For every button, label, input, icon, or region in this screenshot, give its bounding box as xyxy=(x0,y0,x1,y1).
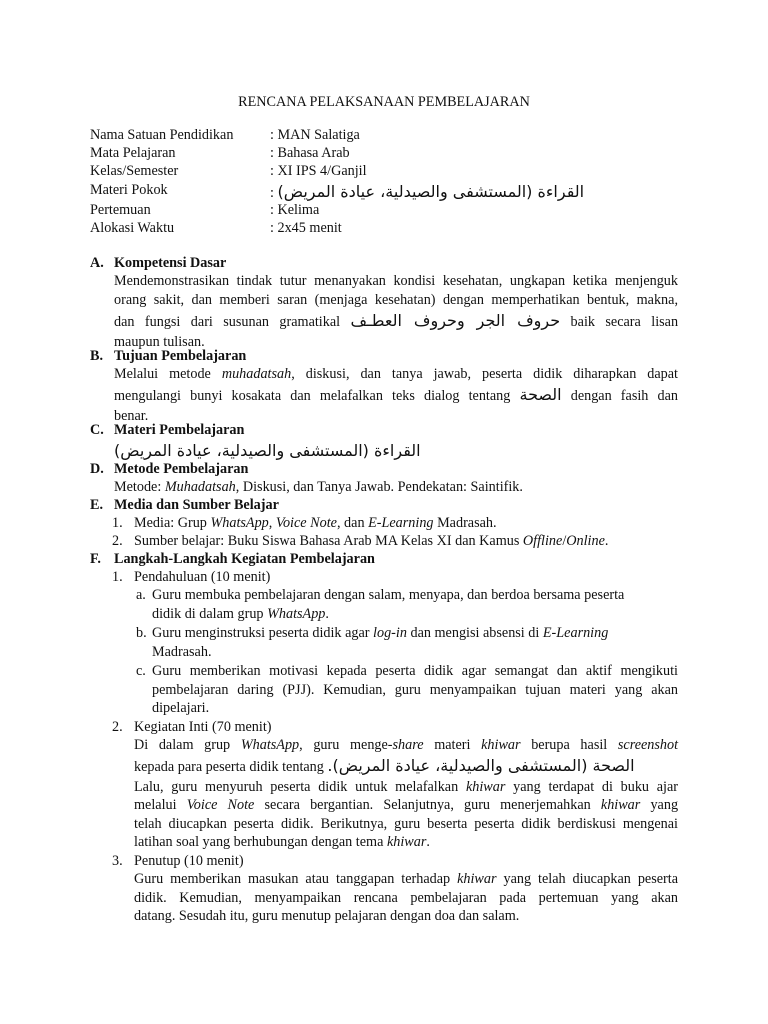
section-body xyxy=(90,272,678,352)
text-line: didik. Kemudian, menyampaikan rencana pembelajaran pada pertemuan yang akan xyxy=(134,889,678,906)
sub-list-letter: b. xyxy=(136,625,147,641)
identity-value: : XI IPS 4/Ganjil xyxy=(270,163,367,179)
text-segment: Metode: xyxy=(114,479,162,495)
arabic-text: الصحة xyxy=(519,385,562,404)
section-heading xyxy=(90,550,678,568)
identity-label: Mata Pelajaran xyxy=(90,145,176,161)
text-line xyxy=(134,755,678,778)
sub-list-letter: a. xyxy=(136,587,146,603)
italic-term: khiwar xyxy=(481,737,521,754)
section-heading xyxy=(90,421,678,439)
text-line: Mendemonstrasikan tindak tutur menanyakan kondisi kesehatan, ungkapan ketika menjenguk xyxy=(114,273,678,289)
text-segment: materi xyxy=(434,737,471,754)
sub-list-item xyxy=(90,662,678,718)
text-segment: . xyxy=(426,834,430,851)
arabic-text: حروف الجر وحروف العطـف xyxy=(350,311,561,330)
identity-label: Nama Satuan Pendidikan xyxy=(90,127,234,143)
list-title: Penutup (10 menit) xyxy=(134,853,244,870)
section-materi-pembelajaran xyxy=(90,421,678,463)
italic-term: WhatsApp xyxy=(240,737,300,754)
list-item xyxy=(90,532,678,550)
section-title: Metode Pembelajaran xyxy=(114,461,249,477)
text-segment: baik secara lisan xyxy=(570,314,679,330)
section-heading xyxy=(90,347,678,365)
text-segment: , xyxy=(268,515,273,531)
section-heading xyxy=(90,254,678,272)
text-segment: latihan soal yang berhubungan dengan tema xyxy=(134,834,384,851)
text-line: telah diucapkan peserta didik. Berikutnya, guru beserta peserta didik berdiskusi mengenai xyxy=(134,815,678,832)
italic-term: WhatsApp xyxy=(210,515,269,531)
text-segment: berupa hasil xyxy=(531,737,608,754)
italic-term: khiwar xyxy=(386,834,427,851)
text-line xyxy=(152,605,678,624)
italic-term: Offline xyxy=(522,533,563,549)
text-segment: . xyxy=(325,606,329,622)
section-heading xyxy=(90,496,678,514)
list-item-penutup xyxy=(90,852,678,870)
section-title: Materi Pembelajaran xyxy=(114,422,245,438)
arabic-text: القراءة (المستشفى والصيدلية، عيادة المريض) xyxy=(114,441,421,460)
section-title: Tujuan Pembelajaran xyxy=(114,348,247,364)
section-title: Kompetensi Dasar xyxy=(114,255,227,271)
identity-label: Pertemuan xyxy=(90,202,151,218)
list-item-pendahuluan xyxy=(90,568,678,586)
document-title: RENCANA PELAKSANAAN PEMBELAJARAN xyxy=(238,94,530,110)
kegiatan-inti-body xyxy=(90,736,678,852)
sub-list-letter: c. xyxy=(136,663,146,679)
italic-term: Online xyxy=(566,533,605,549)
text-segment: didik di dalam grup xyxy=(152,606,264,622)
italic-term: khiwar xyxy=(465,778,506,795)
text-segment: Sumber belajar: Buku Siswa Bahasa Arab MA Kelas XI dan Kamus xyxy=(134,533,520,549)
penutup-body xyxy=(90,870,678,926)
identity-value: : MAN Salatiga xyxy=(270,127,360,143)
text-line xyxy=(114,384,678,407)
text-segment: , diskusi, dan tanya jawab, peserta didik diharapkan dapat xyxy=(291,366,678,382)
list-number: 1. xyxy=(112,569,123,585)
text-line: pembelajaran daring (PJJ). Kemudian, guru menyampaikan tujuan materi yang akan xyxy=(152,681,678,698)
text-line: datang. Sesudah itu, guru menutup pelajaran dengan doa dan salam. xyxy=(134,908,520,925)
text-segment: secara bergantian. Selanjutnya, guru menerjemahkan xyxy=(264,797,591,814)
italic-term: khiwar xyxy=(457,871,497,888)
list-item xyxy=(90,514,678,532)
list-title: Kegiatan Inti (70 menit) xyxy=(134,719,272,736)
identity-label: Materi Pokok xyxy=(90,182,168,198)
text-segment: , dan xyxy=(336,515,365,531)
identity-label: Alokasi Waktu xyxy=(90,220,175,236)
section-metode-pembelajaran xyxy=(90,460,678,497)
text-segment: mengulangi bunyi kosakata dan melafalkan teks dialog tentang xyxy=(114,388,511,404)
italic-term: screenshot xyxy=(617,737,679,754)
italic-term: WhatsApp xyxy=(267,606,326,622)
text-segment: yang telah diucapkan peserta xyxy=(503,871,678,888)
section-letter: D. xyxy=(90,461,104,477)
text-line xyxy=(114,310,678,333)
section-letter: A. xyxy=(90,255,104,271)
section-langkah-kegiatan xyxy=(90,550,678,926)
section-tujuan-pembelajaran xyxy=(90,347,678,426)
text-line: maupun tulisan. xyxy=(114,334,205,350)
text-line: benar. xyxy=(114,408,149,424)
section-letter: C. xyxy=(90,422,104,438)
text-line xyxy=(134,778,678,797)
text-segment: Di dalam grup xyxy=(134,737,231,754)
text-segment: melalui xyxy=(134,797,177,814)
section-body xyxy=(90,478,678,497)
identity-value: : 2x45 menit xyxy=(270,220,342,236)
sub-list-item xyxy=(90,586,678,624)
identity-colon: : xyxy=(270,185,278,201)
text-line xyxy=(134,796,678,815)
identity-value: : Bahasa Arab xyxy=(270,145,350,161)
italic-term: share xyxy=(392,737,424,754)
text-segment: Media: Grup xyxy=(134,515,207,531)
text-line: Guru memberikan motivasi kepada peserta didik agar semangat dan aktif mengikuti xyxy=(152,663,678,679)
section-letter: E. xyxy=(90,497,104,513)
text-segment: Lalu, guru menyuruh peserta didik untuk melafalkan xyxy=(134,778,459,795)
text-segment: kepada para peserta didik tentang xyxy=(134,758,324,775)
section-body xyxy=(90,365,678,426)
section-heading xyxy=(90,460,678,478)
materi-pokok-arabic: القراءة (المستشفى والصيدلية، عيادة المريض) xyxy=(277,182,585,201)
italic-term: Voice Note xyxy=(275,515,337,531)
section-letter: B. xyxy=(90,348,104,364)
list-number: 2. xyxy=(112,719,123,736)
list-title: Pendahuluan (10 menit) xyxy=(134,569,271,585)
text-segment: Guru menginstruksi peserta didik agar xyxy=(152,625,370,641)
text-line xyxy=(134,870,678,889)
list-item-kegiatan-inti xyxy=(90,718,678,736)
italic-term: Muhadatsah xyxy=(164,479,236,495)
list-number: 3. xyxy=(112,853,123,870)
section-title: Langkah-Langkah Kegiatan Pembelajaran xyxy=(114,551,375,567)
identity-value xyxy=(270,182,584,202)
section-kompetensi-dasar xyxy=(90,254,678,352)
text-segment: dan mengisi absensi di xyxy=(410,625,540,641)
sub-list-item xyxy=(90,624,678,662)
text-line: Guru membuka pembelajaran dengan salam, menyapa, dan berdoa bersama peserta xyxy=(152,587,625,603)
italic-term: Voice Note xyxy=(186,797,255,814)
list-number: 2. xyxy=(112,533,123,549)
text-segment: Madrasah. xyxy=(437,515,497,531)
text-segment: yang terdapat di buku ajar xyxy=(513,778,679,795)
italic-term: muhadatsah xyxy=(221,366,292,382)
text-line xyxy=(134,736,678,755)
italic-term: E-Learning xyxy=(368,515,434,531)
text-line: Madrasah. xyxy=(152,644,212,660)
text-line xyxy=(114,478,678,497)
italic-term: E-Learning xyxy=(542,625,609,641)
identity-label: Kelas/Semester xyxy=(90,163,179,179)
section-title: Media dan Sumber Belajar xyxy=(114,497,279,513)
italic-term: khiwar xyxy=(600,797,641,814)
identity-value: : Kelima xyxy=(270,202,320,218)
text-segment: , guru menge- xyxy=(299,737,393,754)
text-segment: . xyxy=(604,533,609,549)
arabic-text: الصحة (المستشفى والصيدلية، عيادة المريض). xyxy=(327,755,635,775)
text-line: dipelajari. xyxy=(152,700,210,717)
text-segment: / xyxy=(562,533,567,549)
text-segment: Melalui metode xyxy=(114,366,211,382)
section-letter: F. xyxy=(90,551,101,567)
text-line xyxy=(134,833,678,852)
text-line: orang sakit, dan memberi saran (menjaga kesehatan) dengan memperhatikan bentuk, makna, xyxy=(114,292,678,308)
text-line xyxy=(114,365,678,384)
italic-term: log-in xyxy=(373,625,407,641)
text-line xyxy=(152,624,678,643)
section-media-sumber-belajar xyxy=(90,496,678,550)
text-segment: Guru memberikan masukan atau tanggapan terhadap xyxy=(134,871,451,888)
text-segment: , Diskusi, dan Tanya Jawab. Pendekatan: Saintifik. xyxy=(235,479,523,495)
list-number: 1. xyxy=(112,515,123,531)
text-segment: dan fungsi dari susunan gramatikal xyxy=(114,314,341,330)
text-segment: yang xyxy=(650,797,679,814)
text-segment: dengan fasih dan xyxy=(570,388,678,404)
